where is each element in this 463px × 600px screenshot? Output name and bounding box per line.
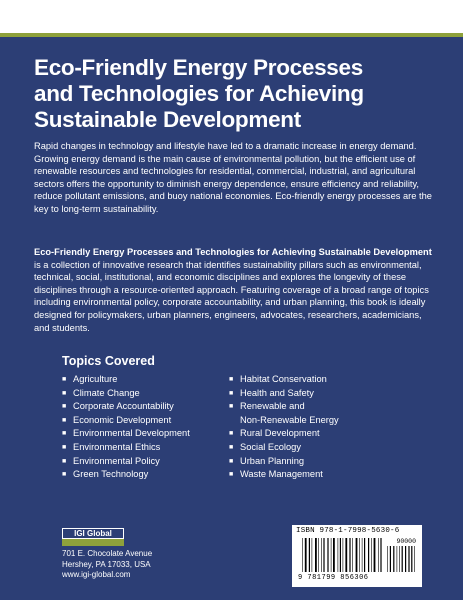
publisher-address <box>62 549 152 581</box>
barcode-number: 9 781799 856306 <box>298 574 369 582</box>
title-line-1: Eco-Friendly Energy Processes <box>34 55 363 80</box>
topic-item: ■ Waste Management <box>229 468 409 482</box>
bullet-icon: ■ <box>62 443 67 451</box>
topic-item: ■ Health and Safety <box>229 387 409 401</box>
topics-list-right <box>229 373 409 482</box>
bullet-icon: ■ <box>229 389 234 397</box>
description-paragraph-1: Rapid changes in technology and lifestyle have led to a dramatic increase in energy demand. Growing energy demand is the main cause of environmental pollution, but the efficient use of renewable resources and technologies for residential, commercial, industrial, and agricultural sectors offers the opportunity to diminish energy dependence, ensure efficiency and reliability, reduce pollutant emissions, and buoy national economies. Eco-friendly energy processes are the key to long-term sustainability. <box>34 141 432 214</box>
publisher-logo-stripe <box>62 539 124 546</box>
bullet-icon: ■ <box>229 403 234 411</box>
bullet-icon: ■ <box>229 457 234 465</box>
bullet-icon: ■ <box>229 443 234 451</box>
bullet-icon: ■ <box>62 416 67 424</box>
barcode-addon-bars <box>387 546 415 572</box>
book-title-inline: Eco-Friendly Energy Processes and Technologies for Achieving Sustainable Development <box>34 247 432 257</box>
bullet-icon: ■ <box>229 430 234 438</box>
topic-item: ■ Climate Change <box>62 387 232 401</box>
isbn-barcode <box>292 525 422 587</box>
topic-item: ■ Urban Planning <box>229 455 409 469</box>
topic-item: ■ Habitat Conservation <box>229 373 409 387</box>
topic-item: ■ Environmental Ethics <box>62 441 232 455</box>
title-line-2: and Technologies for Achieving <box>34 81 364 106</box>
isbn-text: ISBN 978-1-7998-5630-6 <box>296 527 400 535</box>
topic-item: ■ Agriculture <box>62 373 232 387</box>
publisher-website: www.igi-global.com <box>62 570 131 579</box>
topic-item: ■ Economic Development <box>62 414 232 428</box>
address-line-2: Hershey, PA 17033, USA <box>62 559 151 569</box>
address-line-1: 701 E. Chocolate Avenue <box>62 549 153 558</box>
book-title <box>34 55 434 133</box>
bullet-icon: ■ <box>229 376 234 383</box>
topic-item: ■ Corporate Accountability <box>62 400 232 414</box>
top-white-band <box>0 0 463 32</box>
paragraph-2-text: is a collection of innovative research that identifies sustainability pillars such as environmental, technical, social, institutional, and economic disciplines and explores the longevity of these disciplines through a resource-oriented approach. Featuring coverage of a broad range of topics including environmental policy, corporate accountability, and urban planning, this book is ideally designed for policymakers, urban planners, engineers, advocates, researchers, academicians, and students. <box>34 259 429 333</box>
topic-item: ■ Environmental Development <box>62 427 232 441</box>
title-line-3: Sustainable Development <box>34 107 301 132</box>
topics-list-left <box>62 373 232 482</box>
bullet-icon: ■ <box>62 471 67 479</box>
topic-item: ■ Rural Development <box>229 427 409 441</box>
topic-item: ■ Environmental Policy <box>62 455 232 469</box>
description-paragraph-2 <box>34 246 438 334</box>
barcode-bars <box>302 538 382 572</box>
topic-item: ■ Green Technology <box>62 468 232 482</box>
topic-item-continuation: Non-Renewable Energy <box>240 414 339 425</box>
bullet-icon: ■ <box>62 457 67 465</box>
bullet-icon: ■ <box>62 403 67 411</box>
bullet-icon: ■ <box>62 376 67 383</box>
price-code: 90000 <box>396 538 416 545</box>
topic-item: ■ Renewable and Non-Renewable Energy <box>229 400 409 427</box>
publisher-logo-text: IGI Global <box>62 528 124 539</box>
topics-heading: Topics Covered <box>62 354 155 368</box>
publisher-logo <box>62 528 124 546</box>
bullet-icon: ■ <box>62 430 67 438</box>
bullet-icon: ■ <box>229 471 234 479</box>
bullet-icon: ■ <box>62 389 67 397</box>
topic-item: ■ Social Ecology <box>229 441 409 455</box>
